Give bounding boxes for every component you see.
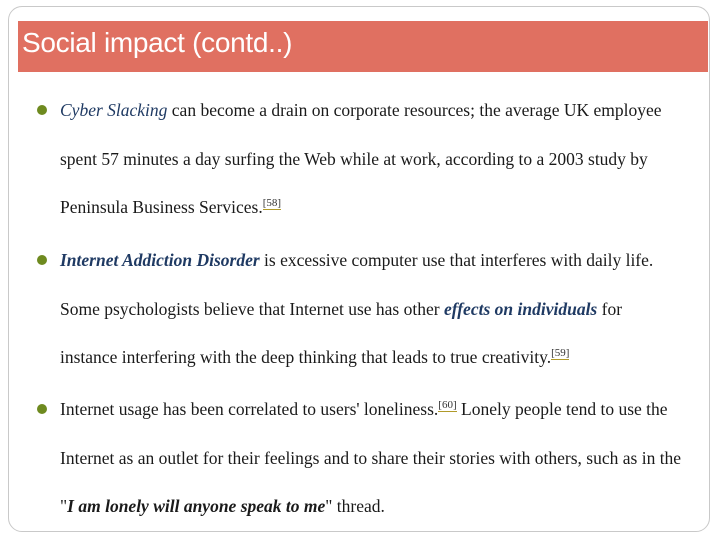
bullet-line: [60, 385, 700, 434]
bullet-text: Peninsula Business Services.: [60, 197, 263, 217]
bullet-text: Internet usage has been correlated to users' loneliness.: [60, 399, 439, 419]
quoted-thread-title: I am lonely will anyone speak to me: [67, 496, 326, 516]
bullet-text: instance interfering with the deep thinking that leads to true creativity.: [60, 347, 552, 367]
bullet-line: [60, 285, 700, 334]
bullet-text: can become a drain on corporate resources; the average UK employee: [167, 100, 662, 120]
bullet-line: [60, 236, 700, 285]
slide-title: Social impact (contd..): [22, 27, 293, 58]
bullet-line: [60, 183, 700, 232]
citation-link[interactable]: [59]: [551, 347, 570, 359]
bullet-line: [60, 482, 700, 531]
bullet-icon: [37, 105, 47, 115]
bullet-line: [60, 86, 700, 135]
bullet-line: spent 57 minutes a day surfing the Web while at work, according to a 2003 study by: [60, 148, 648, 169]
citation-link[interactable]: [58]: [262, 197, 282, 209]
bullet-line: Internet as an outlet for their feelings and to share their stories with others, such as in the: [60, 447, 682, 468]
term-cyber-slacking: Cyber Slacking: [60, 100, 168, 120]
bullet-text: " thread.: [325, 496, 385, 516]
term-internet-addiction-disorder: Internet Addiction Disorder: [60, 250, 260, 270]
bullet-icon: [37, 404, 47, 414]
bullet-item-cyber-slacking: [60, 86, 700, 232]
term-effects-on-individuals: effects on individuals: [443, 298, 598, 319]
citation-link[interactable]: [60]: [438, 399, 457, 411]
bullet-icon: [37, 255, 47, 265]
bullet-line: [60, 333, 700, 382]
bullet-text: Lonely people tend to use the: [456, 399, 668, 419]
bullet-text: is excessive computer use that interferes with daily life.: [259, 250, 654, 270]
bullet-item-loneliness: [60, 385, 700, 531]
bullet-item-internet-addiction: [60, 236, 700, 382]
bullet-text: for: [597, 298, 623, 319]
bullet-text: Some psychologists believe that Internet use has other: [60, 298, 444, 319]
bullet-text: ": [60, 496, 68, 516]
